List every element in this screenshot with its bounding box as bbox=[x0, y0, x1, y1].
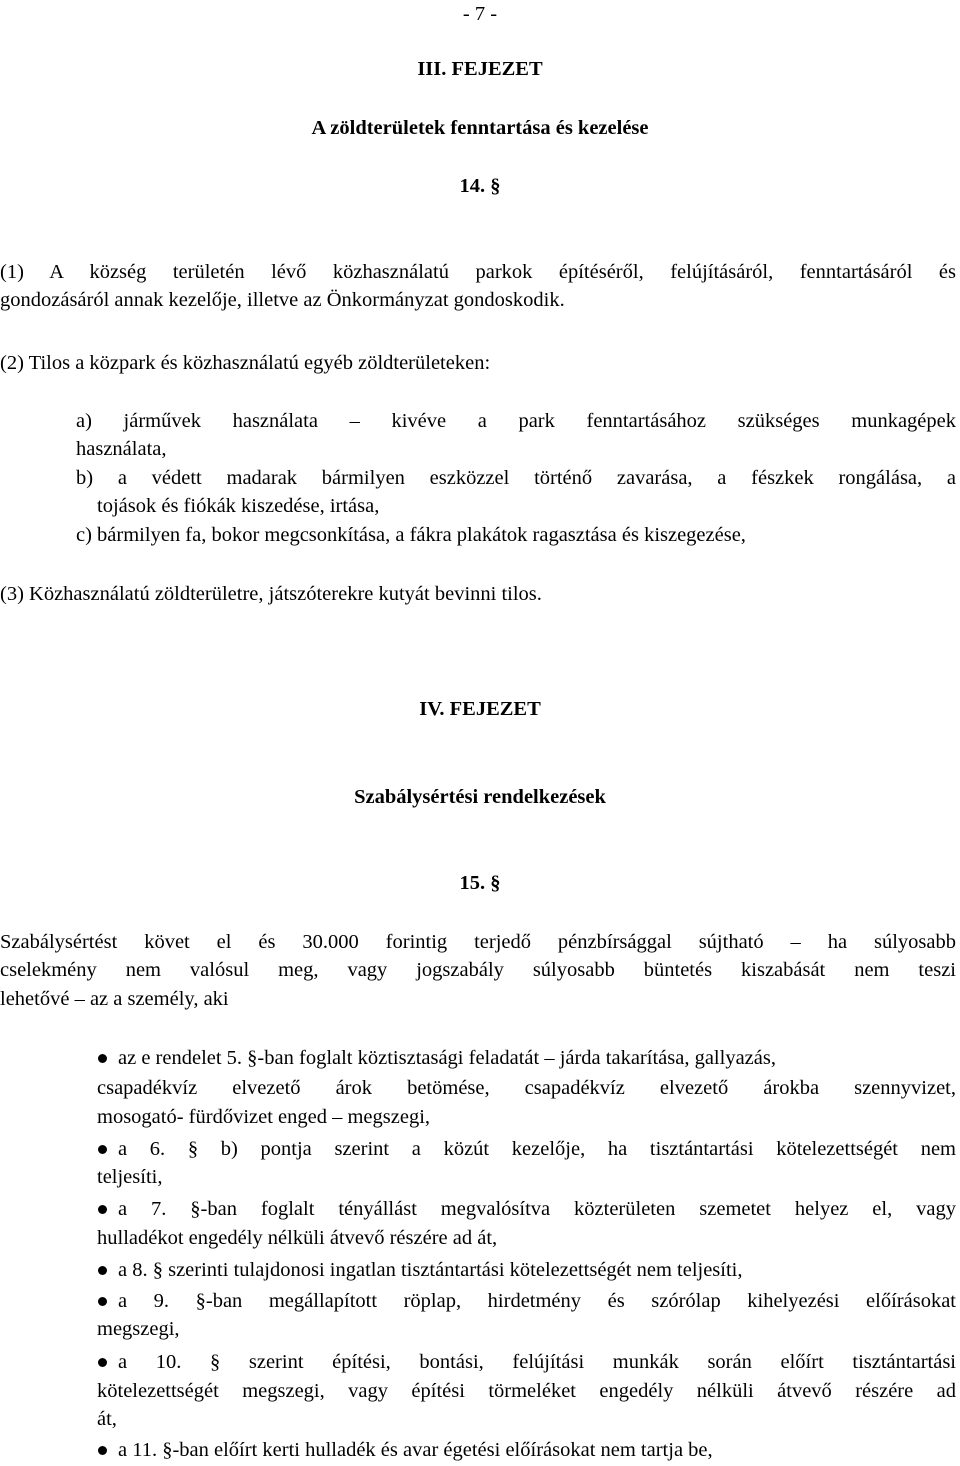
intro-line-3: lehetővé – az a személy, aki bbox=[0, 988, 229, 1010]
paragraph-3: (3) Közhasználatú zöldterületre, játszóterekre kutyát bevinni tilos. bbox=[0, 583, 542, 605]
item-a-line-2: használata, bbox=[76, 438, 167, 460]
paragraph-1-line-2: gondozásáról annak kezelője, illetve az Önkormányzat gondoskodik. bbox=[0, 289, 565, 311]
bullet-icon bbox=[98, 1297, 107, 1306]
paragraph-2: (2) Tilos a közpark és közhasználatú egyéb zöldterületeken: bbox=[0, 352, 491, 374]
list-item-3-line-1: a 7. §-ban foglalt tényállást megvalósítva közterületen szemetet helyez el, vagy bbox=[118, 1198, 956, 1220]
list-item-5-line-1: a 9. §-ban megállapított röplap, hirdetmény és szórólap kihelyezési előírásokat bbox=[118, 1290, 956, 1312]
list-item-4-line-1: a 8. § szerinti tulajdonosi ingatlan tisztántartási kötelezettségét nem teljesíti, bbox=[118, 1259, 743, 1281]
paragraph-1-line-1: (1) A község területén lévő közhasználatú parkok építéséről, felújításáról, fenntartásáról és bbox=[0, 261, 956, 283]
page-number: - 7 - bbox=[462, 3, 498, 25]
list-item-1-line-2: csapadékvíz elvezető árok betömése, csapadékvíz elvezető árokba szennyvizet, bbox=[97, 1077, 956, 1099]
list-item-7-line-1: a 11. §-ban előírt kerti hulladék és avar égetési előírásokat nem tartja be, bbox=[118, 1439, 713, 1461]
bullet-icon bbox=[98, 1358, 107, 1367]
chapter-3-subtitle: A zöldterületek fenntartása és kezelése bbox=[311, 117, 649, 139]
list-item-2-line-2: teljesíti, bbox=[97, 1166, 163, 1188]
section-15-heading: 15. § bbox=[459, 872, 501, 894]
chapter-4-title: IV. FEJEZET bbox=[419, 698, 541, 720]
intro-line-2: cselekmény nem valósul meg, vagy jogszabály súlyosabb büntetés kiszabását nem teszi bbox=[0, 959, 956, 981]
bullet-icon bbox=[98, 1446, 107, 1455]
item-c-line-1: c) bármilyen fa, bokor megcsonkítása, a fákra plakátok ragasztása és kiszegezése, bbox=[76, 524, 746, 546]
chapter-3-title: III. FEJEZET bbox=[417, 58, 543, 80]
chapter-4-subtitle: Szabálysértési rendelkezések bbox=[354, 786, 606, 808]
list-item-6-line-3: át, bbox=[97, 1408, 117, 1430]
item-a-line-1: a) járművek használata – kivéve a park fenntartásához szükséges munkagépek bbox=[76, 410, 956, 432]
item-b-line-1: b) a védett madarak bármilyen eszközzel történő zavarása, a fészkek rongálása, a bbox=[76, 467, 956, 489]
list-item-5-line-2: megszegi, bbox=[97, 1318, 180, 1340]
list-item-1-line-1: az e rendelet 5. §-ban foglalt köztisztasági feladatát – járda takarítása, gallyazás, bbox=[118, 1047, 776, 1069]
list-item-1-line-3: mosogató- fürdővizet enged – megszegi, bbox=[97, 1106, 431, 1128]
bullet-icon bbox=[98, 1054, 107, 1063]
section-14-heading: 14. § bbox=[459, 175, 501, 197]
bullet-icon bbox=[98, 1266, 107, 1275]
intro-line-1: Szabálysértést követ el és 30.000 forintig terjedő pénzbírsággal sújtható – ha súlyosabb bbox=[0, 931, 956, 953]
list-item-2-line-1: a 6. § b) pontja szerint a közút kezelője, ha tisztántartási kötelezettségét nem bbox=[118, 1138, 956, 1160]
bullet-icon bbox=[98, 1145, 107, 1154]
list-item-6-line-2: kötelezettségét megszegi, vagy építési törmeléket engedély nélküli átvevő részére ad bbox=[97, 1380, 956, 1402]
list-item-3-line-2: hulladékot engedély nélküli átvevő részére ad át, bbox=[97, 1227, 498, 1249]
list-item-6-line-1: a 10. § szerint építési, bontási, felújítási munkák során előírt tisztántartási bbox=[118, 1351, 956, 1373]
item-b-line-2: tojások és fiókák kiszedése, irtása, bbox=[97, 495, 380, 517]
bullet-icon bbox=[98, 1205, 107, 1214]
